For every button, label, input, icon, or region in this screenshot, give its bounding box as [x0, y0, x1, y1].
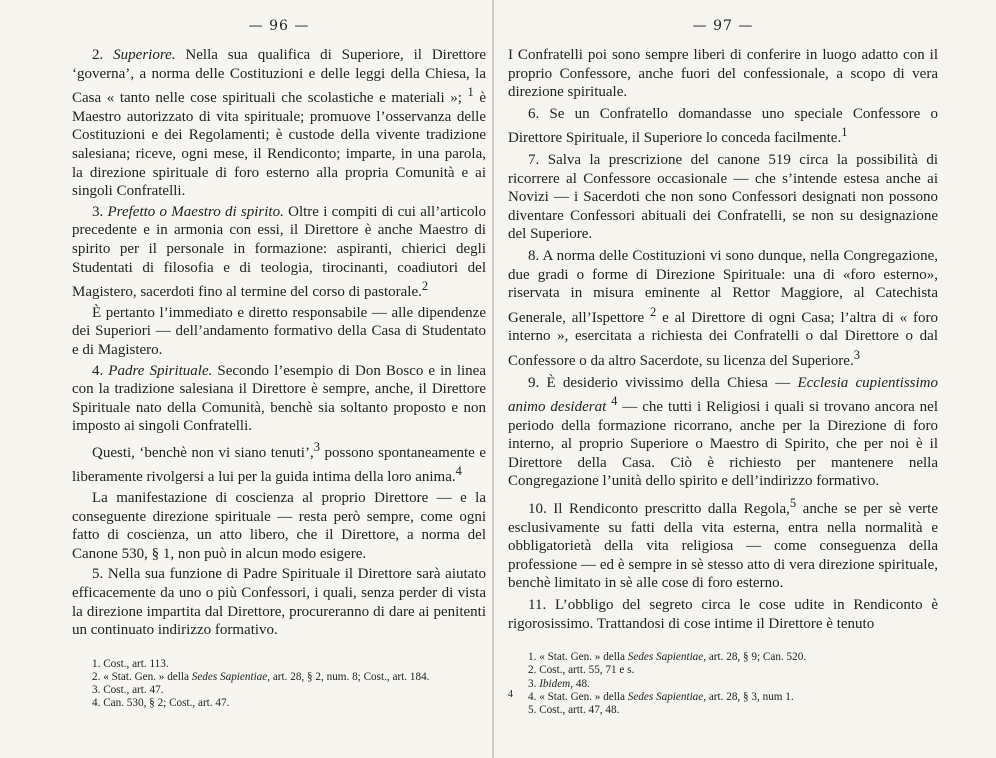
- paragraph: 2. Superiore. Nella sua qualifica di Superiore, il Direttore ‘governa’, a norma delle Costituzioni e delle leggi della Chiesa, la Casa « tanto nelle cose spirituali che scolastiche e materiali »; $^1$ è Maestro autorizzato di vita spirituale; promuove l’osservanza delle Costituzioni e dei Regolamenti; è custode della vivente tradizione salesiana; riceve, ogni mese, il Rendiconto; imparte, in una parola, la direzione spirituale di foro esterno alla propria Comunità e ai singoli Confratelli.: [72, 47, 486, 200]
- paragraph: 9. È desiderio vivissimo della Chiesa — Ecclesia cupientissimo animo desiderat $^4$ — che tutti i Religiosi i quali si trovano ancora nel periodo della formazione ricorrano, anche per la Direzione di foro interno, al proprio Superiore o Maestro di Spirito, che per noi è il Direttore della Casa. Ciò è richiesto per mantenere nella Congregazione l’unità dello spirito e dell’indirizzo formativo.: [508, 374, 939, 490]
- footnote: 2. « Stat. Gen. » della Sedes Sapientiae, art. 28, § 2, num. 8; Cost., art. 184.: [92, 671, 430, 684]
- paragraph: 7. Salva la prescrizione del canone 519 circa la possibilità di ricorrere al Confessore occasionale — che s’intende estesa anche ai Novizi — i Sacerdoti che non sono Confessori designati non possono diventare Confessori abituali dei Confratelli, se non su designazione del Superiore.: [508, 151, 938, 243]
- body-text: [72, 46, 486, 640]
- footnote: 1. « Stat. Gen. » della Sedes Sapientiae, art. 28, § 9; Can. 520.: [528, 651, 807, 664]
- paragraph: È pertanto l’immediato e diretto responsabile — alle dipendenze dei Superiori — dell’andamento formativo della Casa di Studentato e di Magistero.: [72, 304, 486, 358]
- footnote: 4. Can. 530, § 2; Cost., art. 47.: [92, 697, 230, 710]
- footnotes: [72, 658, 486, 711]
- paragraph: 5. Nella sua funzione di Padre Spirituale il Direttore sarà aiutato efficacemente da uno o più Confessori, i quali, senza perder di vista la direzione impartita dal Direttore, procureranno di dare ai penitenti un continuato indirizzo formativo.: [72, 566, 486, 639]
- paragraph: 8. A norma delle Costituzioni vi sono dunque, nella Congregazione, due gradi o forme di Direzione Spirituale: una di «foro esterno», riservata in misura eminente al Rettor Maggiore, al Catechista Generale, all’Ispettore $^2$ e al Direttore di ogni Casa; l’altra di « foro interno », esercitata a richiesta dei Confratelli o dal Direttore o dal Confessore o da altro Sacerdote, su licenza del Superiore.$^3$: [508, 247, 939, 369]
- footnote: 3. Cost., art. 47.: [92, 684, 164, 697]
- paragraph: 6. Se un Confratello domandasse uno speciale Confessore o Direttore Spirituale, il Superiore lo conceda facilmente.$^1$: [508, 105, 938, 147]
- footnote: 2. Cost., artt. 55, 71 e s.: [528, 664, 635, 677]
- footnotes: [508, 651, 938, 717]
- paragraph: La manifestazione di coscienza al proprio Direttore — e la conseguente direzione spirituale — resta però sempre, come ogni fatto di coscienza, un atto libero, che il Direttore, a norma del Canone 530, § 1, non può in alcun modo esigere.: [72, 490, 486, 562]
- paragraph: 11. L’obbligo del segreto circa le cose udite in Rendiconto è rigorosissimo. Trattandosi di cose intime il Direttore è tenuto: [508, 597, 938, 632]
- paragraph: Questi, ‘benchè non vi siano tenuti’,$^3$ possono spontaneamente e liberamente rivolgersi a lui per la guida intima della loro anima.$^4$: [72, 439, 486, 486]
- page-number: — 97 —: [692, 18, 754, 34]
- paragraph: 10. Il Rendiconto prescritto dalla Regola,$^5$ anche se per sè verte esclusivamente su fatti della vita esterna, entra nella normalità e obbligatorietà della vita religiosa — come conseguenza della professione — ed è sempre in sè stesso atto di vera direzione spirituale, benchè limitato in sè alle cose di foro esterno.: [508, 496, 938, 592]
- paragraph: I Confratelli poi sono sempre liberi di conferire in luogo adatto con il proprio Confessore, anche fuori del confessionale, a scopo di vera direzione spirituale.: [508, 47, 938, 101]
- paragraph: 3. Prefetto o Maestro di spirito. Oltre i compiti di cui all’articolo precedente e in armonia con essi, il Direttore è anche Maestro di spirito per il personale in formazione: aspiranti, chierici degli Studentati di filosofia e di teologia, tirocinanti, coadiutori del Magistero, sacerdoti fino al termine del corso di pastorale.$^2$: [72, 203, 487, 301]
- footnote: 4. « Stat. Gen. » della Sedes Sapientiae, art. 28, § 3, num 1.: [528, 690, 794, 703]
- right-page: [494, 0, 996, 758]
- left-page: [0, 0, 494, 758]
- footnote: 1. Cost., art. 113.: [92, 657, 169, 670]
- footnote: 3. Ibidem, 48.: [528, 677, 590, 690]
- signature-mark: 4: [508, 689, 513, 700]
- footnote: 5. Cost., artt. 47, 48.: [528, 704, 620, 717]
- page-number: — 96 —: [248, 18, 310, 34]
- body-text: [508, 46, 938, 633]
- paragraph: 4. Padre Spirituale. Secondo l’esempio di Don Bosco e in linea con la tradizione salesiana il Direttore è sempre, anche, il Direttore Spirituale nato della Comunità, benchè sia soltanto proposto e non imposto ai singoli Confratelli.: [72, 362, 486, 435]
